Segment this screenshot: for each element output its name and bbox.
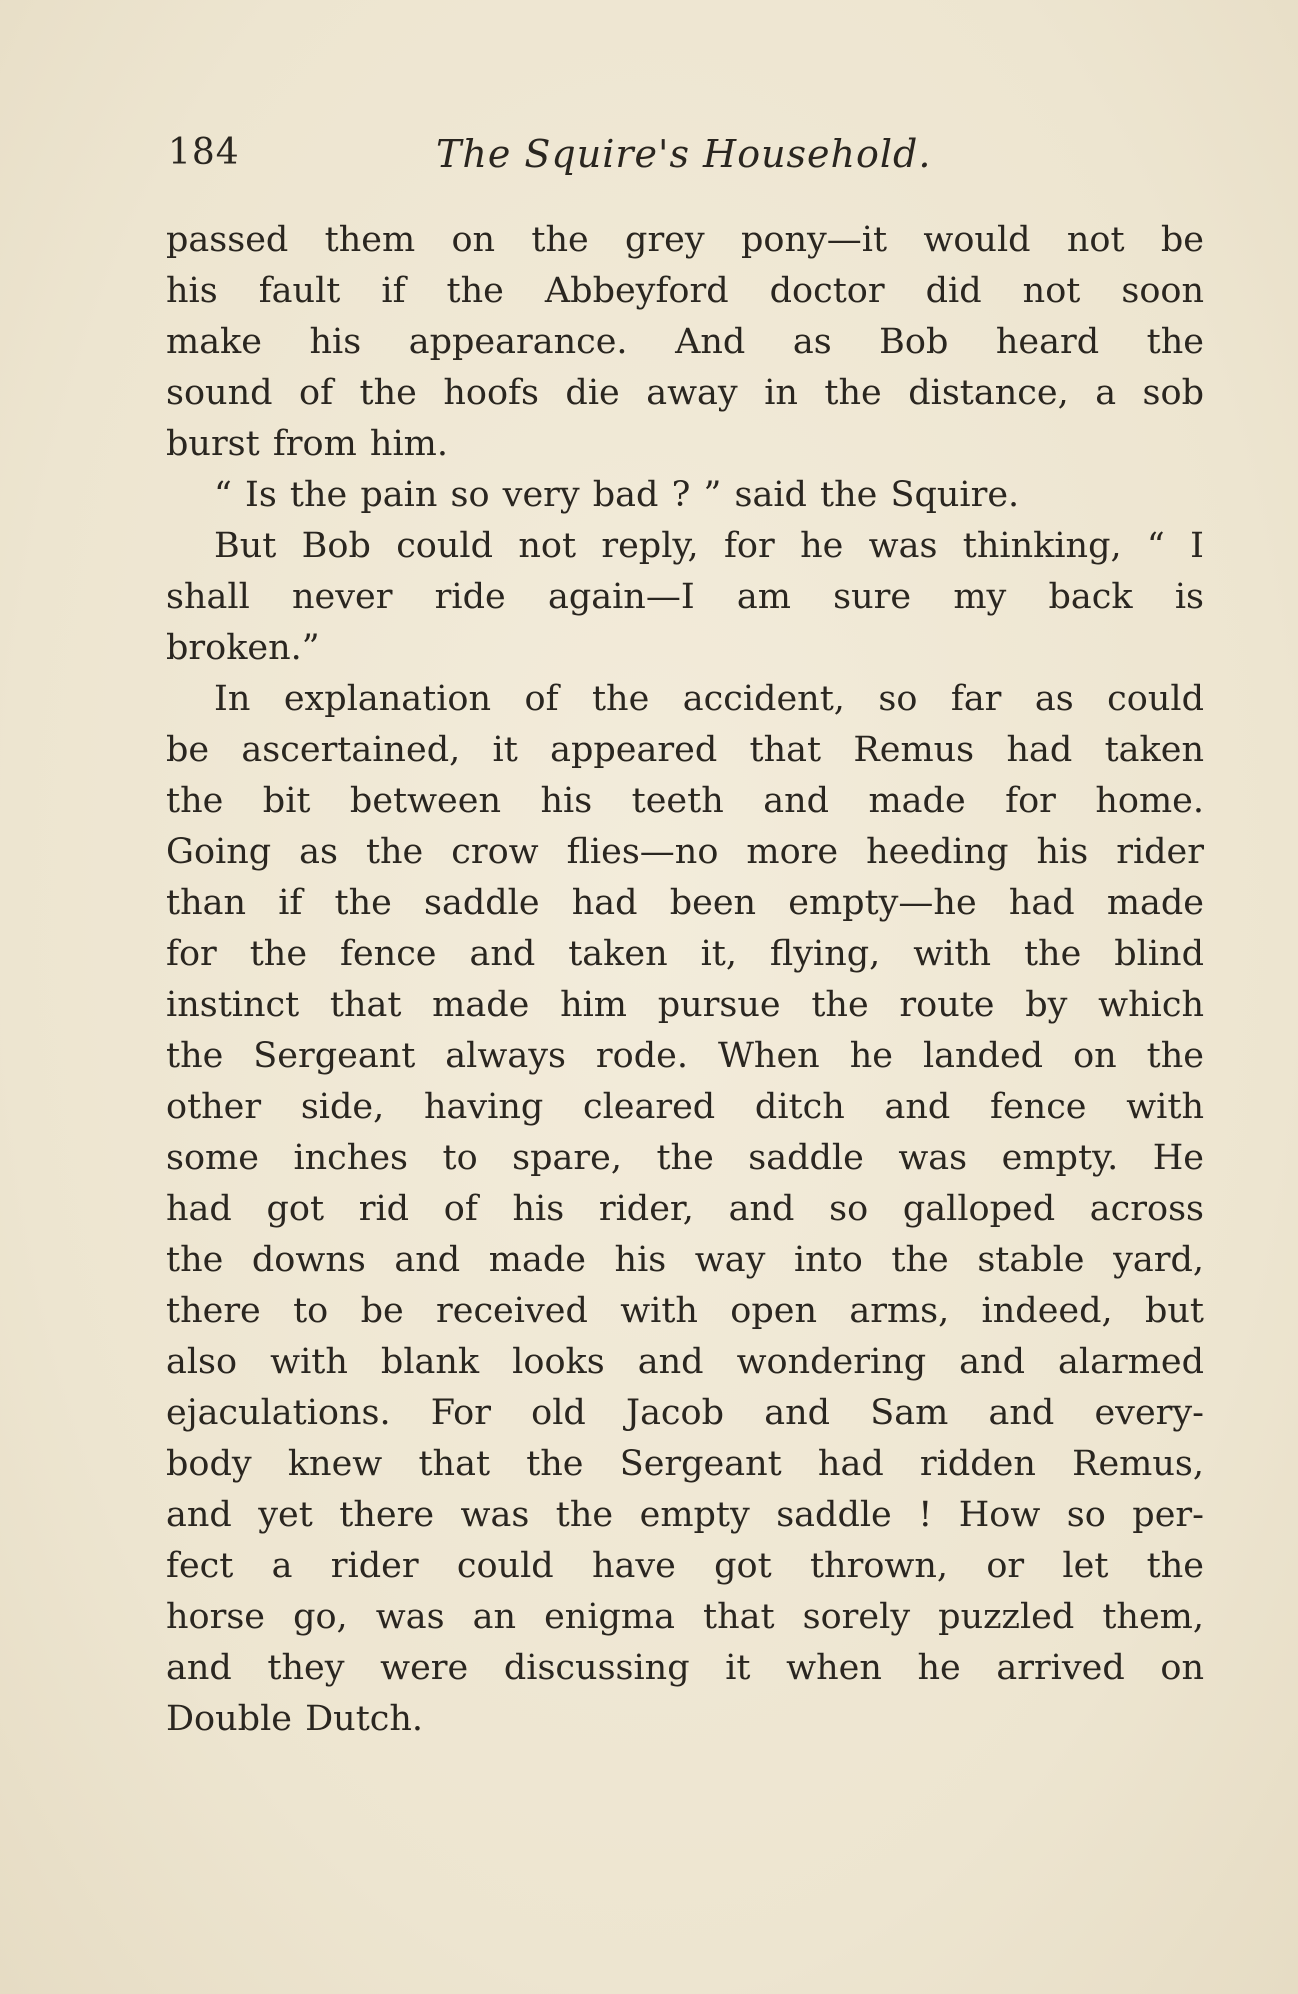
- text-line: his fault if the Abbeyford doctor did not soon: [166, 271, 1204, 311]
- text-line: also with blank looks and wondering and alarmed: [166, 1342, 1204, 1382]
- text-line: burst from him.: [166, 424, 448, 464]
- text-line: had got rid of his rider, and so galloped across: [166, 1189, 1204, 1229]
- text-line: instinct that made him pursue the route by which: [166, 985, 1204, 1025]
- text-line: for the fence and taken it, flying, with the blind: [166, 934, 1204, 974]
- text-line: the downs and made his way into the stable yard,: [166, 1240, 1204, 1280]
- text-line: “ Is the pain so very bad ? ” said the Squire.: [214, 475, 1020, 515]
- text-line: the bit between his teeth and made for home.: [166, 781, 1204, 821]
- text-line: In explanation of the accident, so far as could: [214, 679, 1204, 719]
- text-line: body knew that the Sergeant had ridden Remus,: [166, 1444, 1204, 1484]
- body-text: [166, 215, 1204, 1745]
- text-line: than if the saddle had been empty—he had made: [166, 883, 1204, 923]
- text-line: make his appearance. And as Bob heard the: [166, 322, 1204, 362]
- text-line: some inches to spare, the saddle was empty. He: [166, 1138, 1204, 1178]
- text-line: other side, having cleared ditch and fence with: [166, 1087, 1204, 1127]
- text-line: and yet there was the empty saddle ! How so per-: [166, 1495, 1204, 1535]
- text-line: sound of the hoofs die away in the distance, a sob: [166, 373, 1204, 413]
- running-title: The Squire's Household.: [436, 132, 932, 176]
- text-line: broken.”: [166, 628, 320, 668]
- text-line: passed them on the grey pony—it would not be: [166, 220, 1204, 260]
- text-line: fect a rider could have got thrown, or let the: [166, 1546, 1204, 1586]
- text-line: be ascertained, it appeared that Remus had taken: [166, 730, 1204, 770]
- text-line: horse go, was an enigma that sorely puzzled them,: [166, 1597, 1204, 1637]
- text-line: and they were discussing it when he arrived on: [166, 1648, 1204, 1688]
- text-line: Double Dutch.: [166, 1699, 424, 1739]
- page-number: 184: [168, 132, 240, 173]
- page-header: [168, 132, 1208, 184]
- text-line: the Sergeant always rode. When he landed on the: [166, 1036, 1204, 1076]
- text-line: ejaculations. For old Jacob and Sam and every-: [166, 1393, 1204, 1433]
- text-line: shall never ride again—I am sure my back is: [166, 577, 1204, 617]
- text-line: there to be received with open arms, indeed, but: [166, 1291, 1204, 1331]
- text-line: Going as the crow flies—no more heeding his rider: [166, 832, 1204, 872]
- text-line: But Bob could not reply, for he was thinking, “ I: [214, 526, 1204, 566]
